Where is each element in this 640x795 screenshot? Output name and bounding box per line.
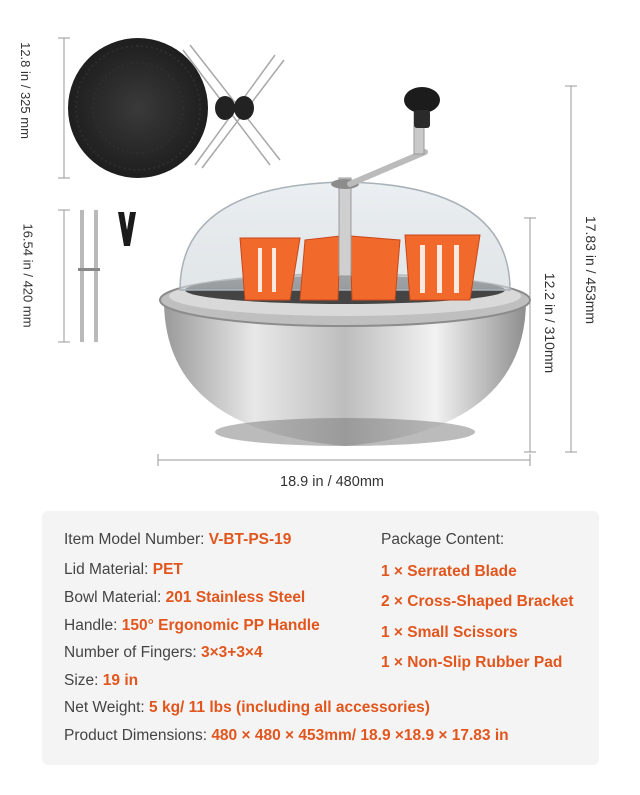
- package-content-title: Package Content:: [381, 531, 505, 548]
- spec-row-lid: [64, 561, 183, 579]
- spec-value: V-BT-PS-19: [208, 531, 292, 548]
- rods-image: [78, 210, 100, 342]
- package-item: 1 × Serrated Blade: [381, 563, 517, 580]
- bowl-trimmer-image: [160, 87, 530, 446]
- spec-row-model: [64, 531, 291, 549]
- spec-label: Net Weight:: [64, 699, 150, 716]
- package-item: 1 × Small Scissors: [381, 624, 518, 641]
- rod-dimension-line: [58, 210, 70, 342]
- spec-label: Bowl Material:: [64, 589, 166, 606]
- bowl-height-label: 12.2 in / 310mm: [542, 272, 559, 374]
- bowl-height-dimension-line: [524, 218, 536, 452]
- package-item: 2 × Cross-Shaped Bracket: [381, 593, 574, 610]
- spec-value: 480 × 480 × 453mm/ 18.9 ×18.9 × 17.83 in: [211, 727, 509, 744]
- scissors-image: [118, 212, 136, 246]
- spec-label: Lid Material:: [64, 561, 153, 578]
- spec-value: 150° Ergonomic PP Handle: [121, 617, 320, 634]
- spec-label: Product Dimensions:: [64, 727, 212, 744]
- width-dimension-line: [158, 454, 530, 466]
- spec-row-bowl: [64, 589, 305, 607]
- spec-row-dimensions: [64, 727, 509, 745]
- bowl-width-label: 18.9 in / 480mm: [280, 474, 384, 490]
- spec-value: 3×3+3×4: [200, 644, 263, 661]
- spec-value: 201 Stainless Steel: [165, 589, 306, 606]
- spec-label: Size:: [64, 672, 103, 689]
- spec-value: 19 in: [102, 672, 139, 689]
- spec-row-size: [64, 672, 138, 690]
- rod-length-label: 16.54 in / 420 mm: [20, 223, 36, 328]
- spec-label: Number of Fingers:: [64, 644, 201, 661]
- spec-row-weight: [64, 699, 430, 717]
- spec-label: Item Model Number:: [64, 531, 209, 548]
- specifications-card: [42, 511, 599, 765]
- spec-row-fingers: [64, 644, 263, 662]
- package-item: 1 × Non-Slip Rubber Pad: [381, 654, 563, 671]
- spec-value: PET: [152, 561, 183, 578]
- spec-row-handle: [64, 617, 320, 635]
- pad-diameter-label: 12.8 in / 325 mm: [17, 42, 33, 139]
- total-height-label: 17.83 in / 453mm: [583, 215, 600, 325]
- spec-value: 5 kg/ 11 lbs (including all accessories): [149, 699, 430, 716]
- spec-label: Handle:: [64, 617, 122, 634]
- total-height-dimension-line: [565, 86, 577, 452]
- rubber-pad-image: [68, 38, 208, 178]
